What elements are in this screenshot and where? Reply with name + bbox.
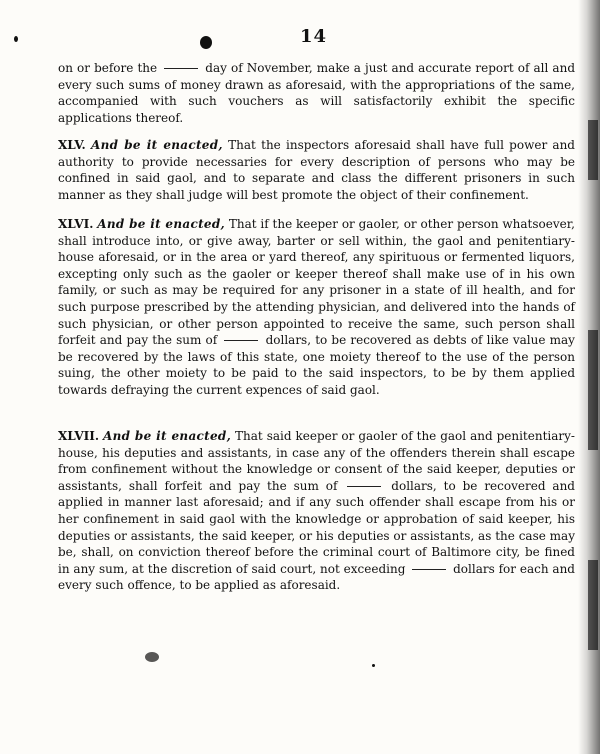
blank-line bbox=[224, 340, 258, 341]
section-heading: XLV. bbox=[58, 138, 86, 152]
paragraph-text: day of November, make a just and accurate report of all and every such sums of money drawn as aforesaid, with the appropriations of the same, accompanied with such vouchers as will satisfactorily exhibit the specific applications thereof. bbox=[58, 61, 575, 125]
edge-speckle bbox=[588, 120, 598, 180]
ink-speck bbox=[372, 664, 375, 667]
paragraph-text: dollars, to be recovered as debts of like value may be recovered by the laws of this state, one moiety thereof to the use of the person suing, the other moiety to be paid to the said inspectors, to be by them applied towards defraying the current expences of said gaol. bbox=[58, 333, 575, 397]
paragraph-continuation bbox=[58, 60, 575, 126]
paragraph-text: on or before the bbox=[58, 61, 158, 75]
section-xlv bbox=[58, 137, 575, 203]
blank-line bbox=[347, 486, 381, 487]
blank-line bbox=[412, 569, 446, 570]
section-xlvi bbox=[58, 216, 575, 399]
edge-speckle bbox=[588, 330, 598, 450]
enacting-clause: And be it enacted, bbox=[103, 429, 232, 443]
paragraph-text: That the inspectors aforesaid shall have full power and authority to provide necessaries for every description of persons who may be confined in said gaol, and to separate and class the different prisoners in such manner as they shall judge will best promote the object of their confinement. bbox=[58, 138, 575, 202]
paragraph-text: That if the keeper or gaoler, or other person whatsoever, shall introduce into, or give away, barter or sell within, the gaol and penitentiary-house aforesaid, or in the area or yard thereof, any spirituous or fermented liquors, excepting only such as the gaoler or keeper thereof shall make use of in his own family, or such as may be required for any prisoner in a state of ill health, and for such purpose prescribed by the attending physician, and delivered into the hands of such physician, or other person appointed to receive the same, such person shall forfeit and pay the sum of bbox=[58, 217, 575, 348]
paragraph-text: That said keeper or gaoler of the gaol and penitentiary-house, his deputies and assistants, in case any of the offenders therein shall escape from confinement without the knowledge or consent of the said keeper, deputies or assistants, shall forfeit and pay the sum of bbox=[58, 429, 575, 493]
enacting-clause: And be it enacted, bbox=[90, 138, 223, 152]
ink-speck bbox=[14, 36, 18, 42]
edge-speckle bbox=[588, 560, 598, 650]
section-heading: XLVI. bbox=[58, 217, 94, 231]
ink-blot bbox=[145, 652, 159, 662]
section-heading: XLVII. bbox=[58, 429, 100, 443]
ink-blot bbox=[200, 36, 212, 49]
paragraph-text: dollars, to be recovered and applied in manner last aforesaid; and if any such offender shall escape from his or her confinement in said gaol with the knowledge or approbation of said keeper, his deputies or assistants, the said keeper, or his deputies or assistants, as the case may be, shall, on conviction thereof before the criminal court of Baltimore city, be fined in any sum, at the discretion of said court, not exceeding bbox=[58, 478, 575, 576]
blank-line bbox=[164, 68, 198, 69]
page-number: 14 bbox=[300, 26, 328, 47]
section-xlvii bbox=[58, 428, 575, 594]
paragraph-text: dollars for each and every such offence, to be applied as aforesaid. bbox=[58, 561, 575, 593]
enacting-clause: And be it enacted, bbox=[97, 217, 226, 231]
